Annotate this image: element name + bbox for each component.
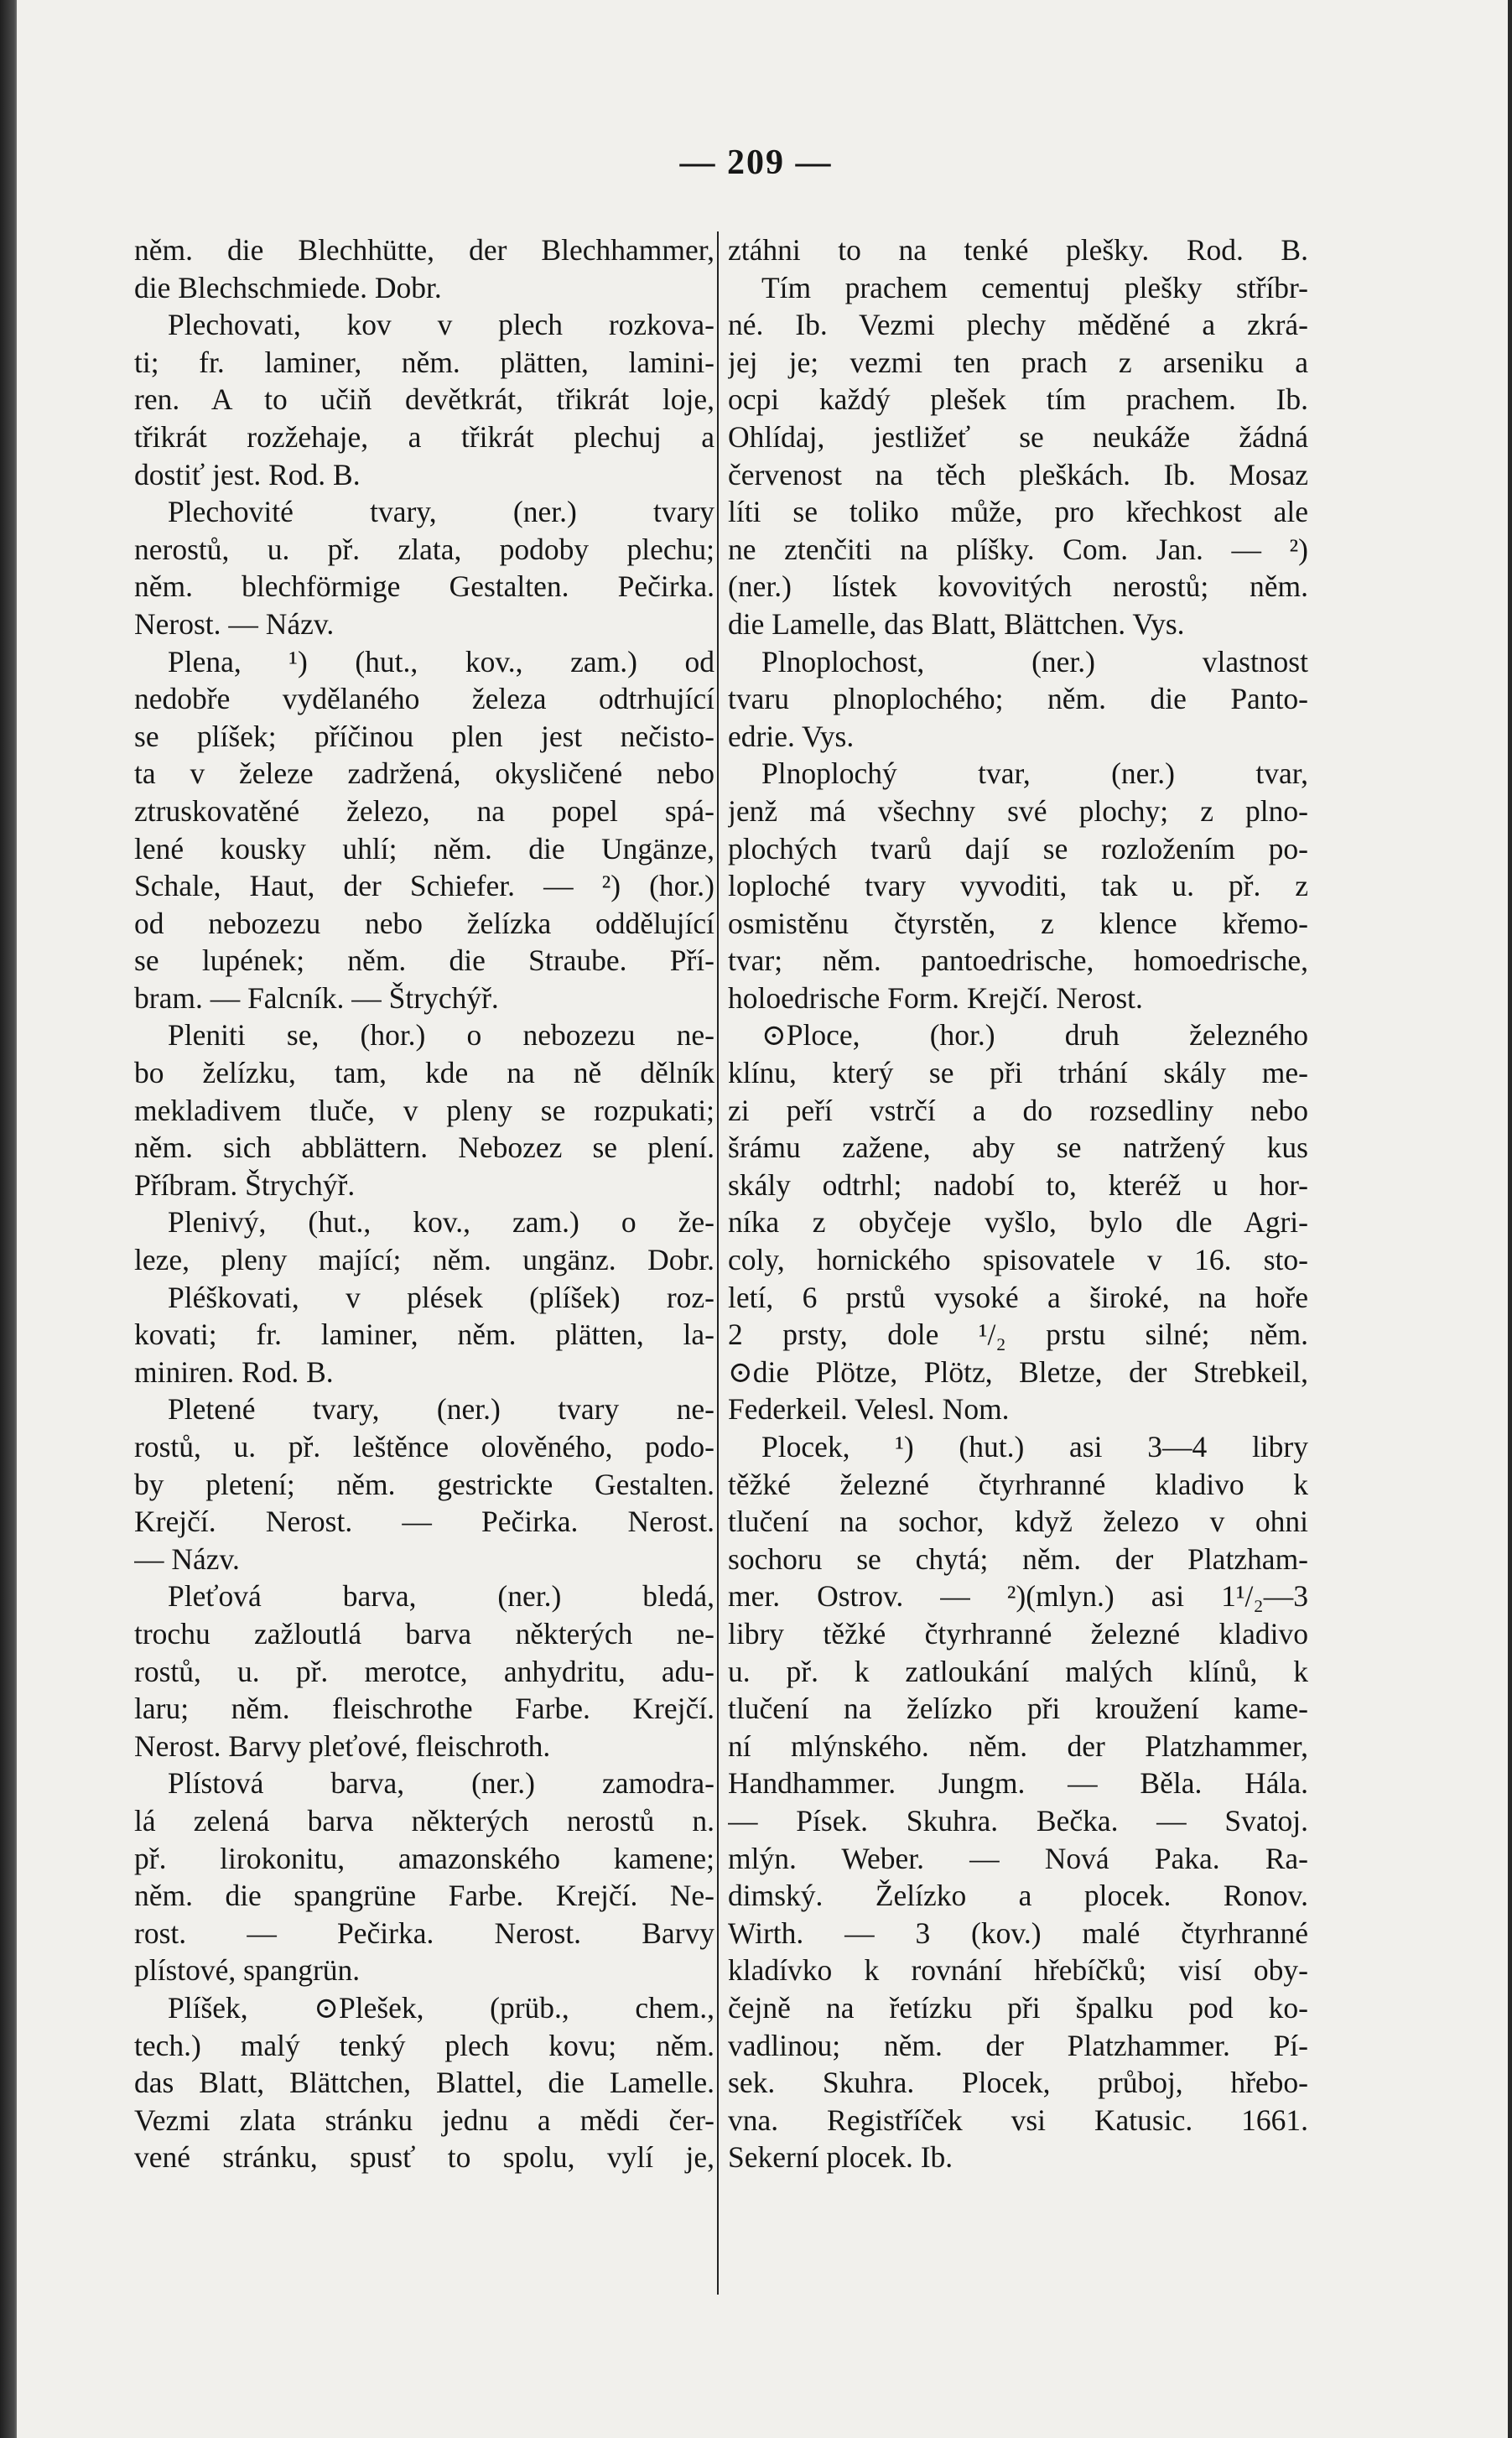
text-line: kovati; fr. laminer, něm. plätten, la- xyxy=(134,1318,714,1352)
text-line: ztáhni to na tenké plešky. Rod. B. xyxy=(728,233,1308,267)
text-line: Plocek, ¹) (hut.) asi 3—4 libry xyxy=(761,1430,1308,1463)
text-line: ocpi každý plešek tím prachem. Ib. xyxy=(728,382,1308,417)
text-line: Wirth. — 3 (kov.) malé čtyrhranné xyxy=(728,1916,1308,1950)
text-line: tlučení na želízko při kroužení kame- xyxy=(728,1692,1308,1726)
text-line: od nebozezu nebo želízka oddělující xyxy=(134,906,714,940)
text-line: lené kousky uhlí; něm. die Ungänze, xyxy=(134,831,714,866)
text-line: holoedrische Form. Krejčí. Nerost. xyxy=(728,980,1143,1015)
text-line: skály odtrhl; nadobí to, kteréž u hor- xyxy=(728,1167,1308,1202)
text-line: ti; fr. laminer, něm. plätten, lamini- xyxy=(134,345,714,379)
text-line: 2 prsty, dole ¹/₂ prstu silné; něm. xyxy=(728,1318,1308,1352)
text-line: sek. Skuhra. Plocek, průboj, hřebo- xyxy=(728,2066,1308,2100)
text-line: Tím prachem cementuj plešky stříbr- xyxy=(761,270,1308,304)
text-line: tlučení na sochor, když železo v ohni xyxy=(728,1505,1308,1539)
text-line: dostiť jest. Rod. B. xyxy=(134,457,361,491)
text-line: rostů, u. př. merotce, anhydritu, adu- xyxy=(134,1654,714,1688)
text-line: líti se toliko může, pro křechkost ale xyxy=(728,495,1308,529)
text-line: bram. — Falcník. — Štrychýř. xyxy=(134,980,499,1015)
text-line: nedobře vydělaného železa odtrhující xyxy=(134,682,714,716)
text-line: edrie. Vys. xyxy=(728,719,855,753)
text-line: Pleniti se, (hor.) o nebozezu ne- xyxy=(168,1018,714,1053)
text-line: kladívko k rovnání hřebíčků; visí oby- xyxy=(728,1953,1308,1988)
text-line: coly, hornického spisovatele v 16. sto- xyxy=(728,1243,1308,1277)
text-line: něm. die Blechhütte, der Blechhammer, xyxy=(134,233,714,267)
text-line: Federkeil. Velesl. Nom. xyxy=(728,1392,1010,1427)
text-line: Plenivý, (hut., kov., zam.) o že- xyxy=(168,1205,714,1240)
text-line: níka z obyčeje vyšlo, bylo dle Agri- xyxy=(728,1205,1308,1240)
text-line: se plíšek; příčinou plen jest nečisto- xyxy=(134,719,714,753)
text-line: trochu zažloutlá barva některých ne- xyxy=(134,1616,714,1650)
text-line: Nerost. Barvy pleťové, fleischroth. xyxy=(134,1728,551,1763)
text-line: Plístová barva, (ner.) zamodra- xyxy=(168,1766,714,1801)
text-line: plístové, spangrün. xyxy=(134,1953,361,1988)
text-line: mekladivem tluče, v pleny se rozpukati; xyxy=(134,1093,714,1127)
text-line: klínu, který se při trhání skály me- xyxy=(728,1056,1308,1090)
text-line: u. př. k zatloukání malých klínů, k xyxy=(728,1654,1308,1688)
text-line: by pletení; něm. gestrickte Gestalten. xyxy=(134,1467,714,1501)
text-line: jenž má všechny své plochy; z plno- xyxy=(728,793,1308,828)
text-line: ní mlýnského. něm. der Platzhammer, xyxy=(728,1728,1308,1763)
text-line: tvaru plnoplochého; něm. die Panto- xyxy=(728,682,1308,716)
text-line: jej je; vezmi ten prach z arseniku a xyxy=(728,345,1308,379)
text-line: Schale, Haut, der Schiefer. — ²) (hor.) xyxy=(134,869,714,903)
text-line: mer. Ostrov. — ²)(mlyn.) asi 1¹/₂—3 xyxy=(728,1579,1308,1614)
text-line: ne ztenčiti na plíšky. Com. Jan. — ²) xyxy=(728,532,1308,566)
text-line: šrámu zažene, aby se natržený kus xyxy=(728,1131,1308,1165)
text-line: die Lamelle, das Blatt, Blättchen. Vys. xyxy=(728,606,1185,641)
text-line: bo želízku, tam, kde na ně dělník xyxy=(134,1056,714,1090)
page-number: — 209 — xyxy=(679,143,833,182)
text-line: červenost na těch pleškách. Ib. Mosaz xyxy=(728,457,1308,491)
text-line: ta v železe zadržená, okysličené nebo xyxy=(134,756,714,791)
text-line: Plena, ¹) (hut., kov., zam.) od xyxy=(168,644,714,678)
text-line: něm. blechförmige Gestalten. Pečirka. xyxy=(134,569,714,604)
text-line: Krejčí. Nerost. — Pečirka. Nerost. xyxy=(134,1505,714,1539)
text-line: něm. sich abblättern. Nebozez se plení. xyxy=(134,1131,714,1165)
text-line: das Blatt, Blättchen, Blattel, die Lamelle. xyxy=(134,2066,714,2100)
text-line: sochoru se chytá; něm. der Platzham- xyxy=(728,1541,1308,1576)
text-line: vadlinou; něm. der Platzhammer. Pí- xyxy=(728,2028,1308,2062)
text-line: mlýn. Weber. — Nová Paka. Ra- xyxy=(728,1841,1308,1875)
text-line: Nerost. — Názv. xyxy=(134,606,335,641)
text-line: Ohlídaj, jestližeť se neukáže žádná xyxy=(728,419,1308,454)
text-line: se lupének; něm. die Straube. Pří- xyxy=(134,943,714,978)
text-line: tech.) malý tenký plech kovu; něm. xyxy=(134,2028,714,2062)
text-line: rost. — Pečirka. Nerost. Barvy xyxy=(134,1916,714,1950)
text-line: laru; něm. fleischrothe Farbe. Krejčí. xyxy=(134,1692,714,1726)
text-line: př. lirokonitu, amazonského kamene; xyxy=(134,1841,714,1875)
text-line: osmistěnu čtyrstěn, z klence křemo- xyxy=(728,906,1308,940)
text-line: těžké železné čtyrhranné kladivo k xyxy=(728,1467,1308,1501)
column-divider xyxy=(717,231,719,2295)
text-line: vna. Registříček vsi Katusic. 1661. xyxy=(728,2103,1308,2137)
text-line: ⊙die Plötze, Plötz, Bletze, der Strebkeil, xyxy=(728,1354,1308,1389)
text-line: zi peří vstrčí a do rozsedliny nebo xyxy=(728,1093,1308,1127)
text-line: Pleťová barva, (ner.) bledá, xyxy=(168,1579,714,1614)
text-line: dimský. Želízko a plocek. Ronov. xyxy=(728,1879,1308,1913)
text-line: né. Ib. Vezmi plechy měděné a zkrá- xyxy=(728,308,1308,342)
text-line: Handhammer. Jungm. — Běla. Hála. xyxy=(728,1766,1308,1801)
text-line: Pléškovati, v plések (plíšek) roz- xyxy=(168,1280,714,1314)
text-line: lá zelená barva některých nerostů n. xyxy=(134,1803,714,1838)
text-line: Vezmi zlata stránku jednu a mědi čer- xyxy=(134,2103,714,2137)
text-line: tvar; něm. pantoedrische, homoedrische, xyxy=(728,943,1308,978)
text-line: čejně na řetízku při špalku pod ko- xyxy=(728,1990,1308,2025)
text-line: loploché tvary vyvoditi, tak u. př. z xyxy=(728,869,1308,903)
text-line: Plnoplochost, (ner.) vlastnost xyxy=(761,644,1308,678)
text-line: Plnoplochý tvar, (ner.) tvar, xyxy=(761,756,1308,791)
text-line: libry těžké čtyrhranné železné kladivo xyxy=(728,1616,1308,1650)
left-column xyxy=(134,231,714,2176)
text-line: Pletené tvary, (ner.) tvary ne- xyxy=(168,1392,714,1427)
text-line: — Názv. xyxy=(134,1541,240,1576)
text-line: die Blechschmiede. Dobr. xyxy=(134,270,442,304)
text-line: vené stránku, spusť to spolu, vylí je, xyxy=(134,2140,714,2175)
text-line: něm. die spangrüne Farbe. Krejčí. Ne- xyxy=(134,1879,714,1913)
text-line: Plechovati, kov v plech rozkova- xyxy=(168,308,714,342)
text-line: ren. A to učiň devětkrát, třikrát loje, xyxy=(134,382,714,417)
text-line: Příbram. Štrychýř. xyxy=(134,1167,356,1202)
text-line: plochých tvarů dají se rozložením po- xyxy=(728,831,1308,866)
right-column xyxy=(728,231,1308,2176)
text-line: ztruskovatěné železo, na popel spá- xyxy=(134,793,714,828)
text-line: nerostů, u. př. zlata, podoby plechu; xyxy=(134,532,714,566)
text-line: Plíšek, ⊙Plešek, (prüb., chem., xyxy=(168,1990,714,2025)
text-line: třikrát rozžehaje, a třikrát plechuj a xyxy=(134,419,714,454)
text-line: — Písek. Skuhra. Bečka. — Svatoj. xyxy=(728,1803,1308,1838)
text-line: (ner.) lístek kovovitých nerostů; něm. xyxy=(728,569,1308,604)
text-line: Sekerní plocek. Ib. xyxy=(728,2140,953,2175)
text-line: leze, pleny mající; něm. ungänz. Dobr. xyxy=(134,1243,714,1277)
text-line: ⊙Ploce, (hor.) druh železného xyxy=(761,1018,1308,1053)
text-line: miniren. Rod. B. xyxy=(134,1354,334,1389)
text-line: rostů, u. př. leštěnce olověného, podo- xyxy=(134,1430,714,1463)
text-line: letí, 6 prstů vysoké a široké, na hoře xyxy=(728,1280,1308,1314)
text-line: Plechovité tvary, (ner.) tvary xyxy=(168,495,714,529)
